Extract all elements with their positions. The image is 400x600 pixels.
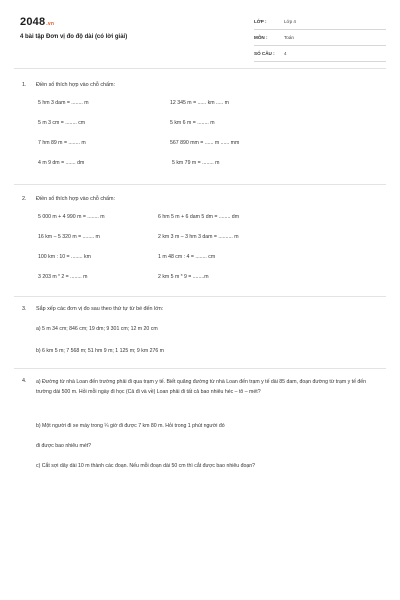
meta-row-subject (254, 32, 386, 46)
header (14, 14, 386, 60)
exercise-item: 4 m 9 dm = ....... dm (38, 160, 85, 166)
exercise-item: 1 m 48 cm : 4 = ........ cm (158, 254, 216, 260)
question-number: 1. (22, 82, 27, 88)
exercise-item: 2 km 5 m ˟ 9 = ........m (158, 274, 209, 280)
meta-table (254, 16, 386, 64)
meta-value: 4 (284, 51, 287, 56)
exercise-item: 12 345 m = ...... km ..... m (170, 100, 229, 106)
exercise-item: 5 000 m + 4 990 m = ........ m (38, 214, 105, 220)
meta-value: Toán (284, 35, 294, 40)
exercise-item: 6 hm 5 m + 6 dam 5 dm = ........ dm (158, 214, 240, 220)
question-number: 3. (22, 306, 27, 312)
exercise-item: 16 km – 5 320 m = ........ m (38, 234, 100, 240)
exercise-item: b) 6 km 5 m; 7 568 m; 51 hm 9 m; 1 125 m; 9 km 276 m (36, 348, 165, 354)
divider (14, 68, 386, 69)
exercise-item: 100 km : 10 = ........ km (38, 254, 91, 260)
meta-label: MÔN : (254, 35, 268, 40)
divider (14, 296, 386, 297)
exercise-item: 5 km 79 m = ........ m (172, 160, 220, 166)
question-heading (22, 82, 382, 92)
meta-row-count (254, 48, 386, 62)
question-4 (22, 378, 382, 469)
question-1 (22, 82, 382, 166)
question-text: Điền số thích hợp vào chỗ chấm: (36, 82, 116, 88)
logo-text: 2048 (20, 16, 46, 28)
divider (14, 184, 386, 185)
site-logo[interactable] (20, 16, 54, 28)
exercise-item: 3 203 m ˟ 2 = ........ m (38, 274, 88, 280)
meta-label: SỐ CÂU : (254, 51, 275, 56)
document-title: 4 bài tập Đơn vị đo độ dài (có lời giải) (20, 34, 128, 40)
exercise-item: 5 hm 3 dam = ........ m (38, 100, 89, 106)
question-number: 2. (22, 196, 27, 202)
question-2 (22, 196, 382, 280)
question-number: 4. (22, 378, 27, 384)
exercise-item: 2 km 3 m – 3 hm 3 dam = .......... m (158, 234, 239, 240)
exercise-item: 567 890 mm = ...... m ...... mm (170, 140, 240, 146)
exercise-item: 5 m 3 cm = ........ cm (38, 120, 86, 126)
meta-row-class (254, 16, 386, 30)
meta-label: LỚP : (254, 19, 267, 24)
exercise-item: 5 km 6 m = ........ m (170, 120, 215, 126)
question-heading (22, 306, 382, 316)
exercise-item: 7 hm 89 m = ........ m (38, 140, 86, 146)
logo-suffix: .vn (46, 21, 55, 27)
meta-value: Lớp 4 (284, 19, 296, 24)
exercise-item: a) 5 m 34 cm; 846 cm; 19 dm; 9 301 cm; 12 m 20 cm (36, 326, 158, 332)
question-text: Điền số thích hợp vào chỗ chấm: (36, 196, 116, 202)
question-part-b: b) Một người đi xe máy trong ¼ giờ đi được 7 km 80 m. Hỏi trong 1 phút người đó (36, 423, 225, 429)
question-heading (22, 196, 382, 206)
question-3 (22, 306, 382, 354)
question-part-b-continued: đi được bao nhiêu mét? (36, 443, 92, 449)
question-part-a: a) Đường từ nhà Loan đến trường phải đi qua trạm y tế. Biết quãng đường từ nhà Loan đến trạm y tế dài 85 dam, đoạn đường từ trạm y tế đến trường dài 500 m. Hỏi mỗi ngày đi học (Cả đi và về) Loan phải đi tất cả bao nhiêu héc – tô – mét? (36, 379, 367, 395)
question-part-c: c) Cắt sợi dây dài 10 m thành các đoạn. Nếu mỗi đoạn dài 50 cm thì cắt được bao nhiêu đoạn? (36, 463, 256, 469)
question-text: Sắp xếp các đơn vị đo sau theo thứ tự từ bé đến lớn: (36, 306, 164, 312)
divider (14, 368, 386, 369)
